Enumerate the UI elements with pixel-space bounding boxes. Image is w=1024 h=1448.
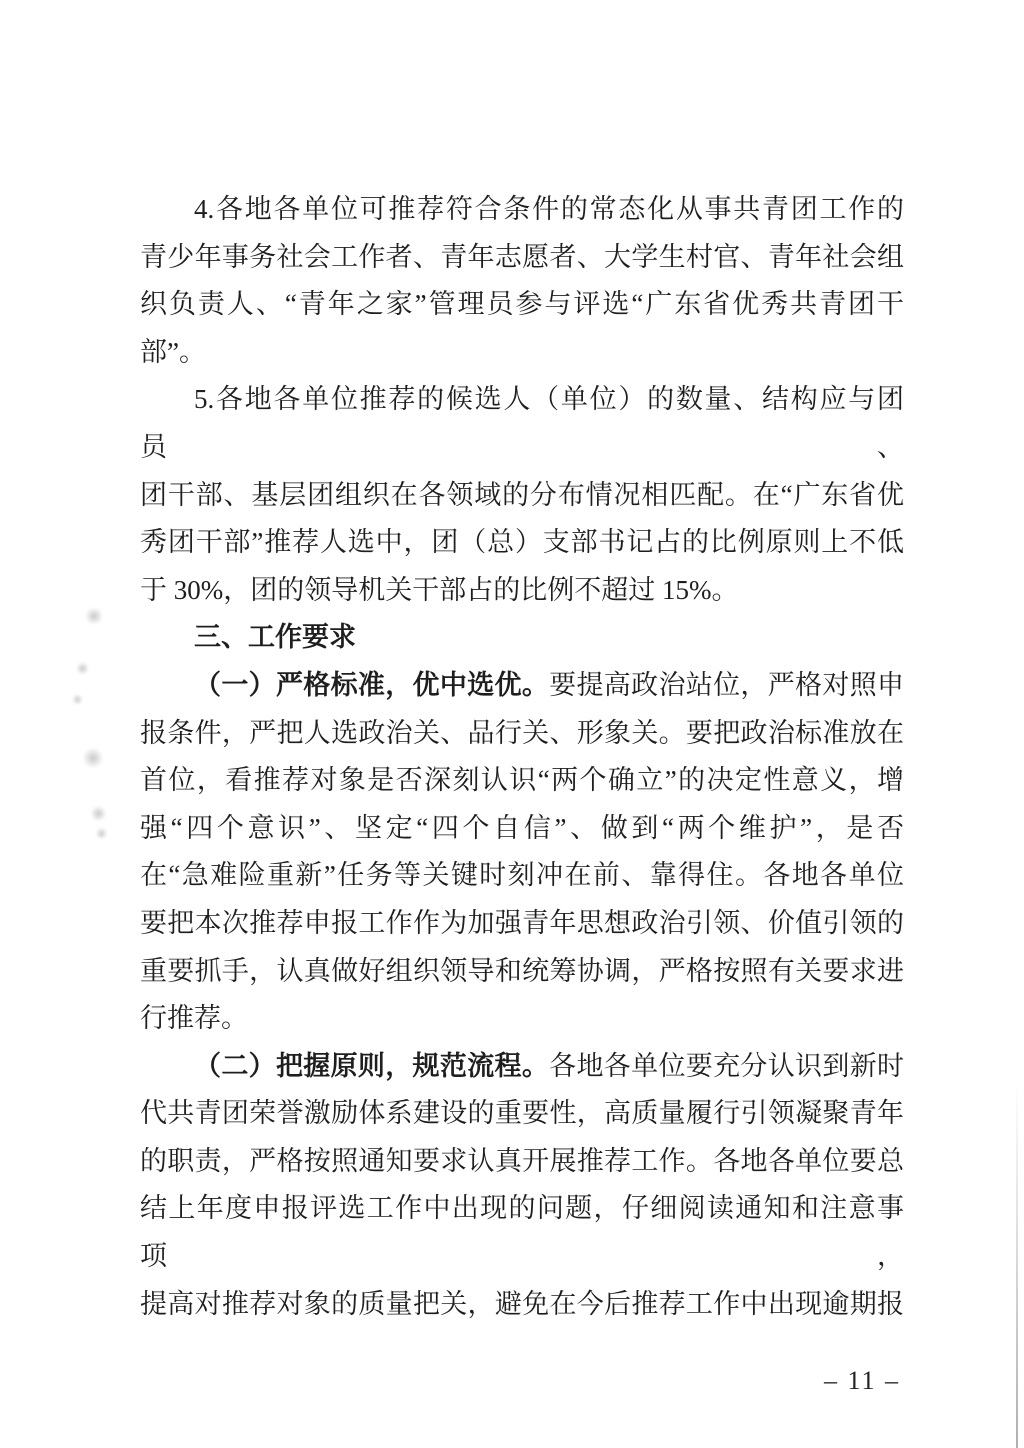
text-line xyxy=(140,662,904,710)
text-line: 代共青团荣誉激励体系建设的重要性，高质量履行引领凝聚青年 xyxy=(140,1098,904,1129)
text-line: 在“急难险重新”任务等关键时刻冲在前、靠得住。各地各单位 xyxy=(140,860,904,891)
scan-smudge xyxy=(76,662,89,675)
text-line: 强“四个意识”、坚定“四个自信”、做到“两个维护”，是否 xyxy=(140,812,904,843)
line-text: 各地各单位要充分认识到新时 xyxy=(549,1050,905,1081)
text-line: 重要抓手，认真做好组织领导和统筹协调，严格按照有关要求进 xyxy=(140,955,904,986)
text-line: 行推荐。 xyxy=(140,1003,248,1034)
text-line: 青少年事务社会工作者、青年志愿者、大学生村官、青年社会组 xyxy=(140,241,904,272)
text-line: 秀团干部”推荐人选中，团（总）支部书记占的比例原则上不低 xyxy=(140,527,904,558)
text-line: 织负责人、“青年之家”管理员参与评选“广东省优秀共青团干 xyxy=(140,289,904,320)
scan-smudge xyxy=(82,748,104,768)
text-line: 要把本次推荐申报工作作为加强青年思想政治引领、价值引领的 xyxy=(140,907,904,938)
scan-smudge xyxy=(84,608,104,624)
text-line: 5.各地各单位推荐的候选人（单位）的数量、结构应与团员、 xyxy=(140,384,904,462)
scan-smudge xyxy=(90,806,107,821)
text-line: 结上年度申报评选工作中出现的问题，仔细阅读通知和注意事项， xyxy=(140,1193,904,1272)
text-line: 的职责，严格按照通知要求认真开展推荐工作。各地各单位要总 xyxy=(140,1145,904,1176)
scan-smudge xyxy=(95,828,108,839)
scanner-edge-line xyxy=(1016,1080,1018,1448)
text-line: 首位，看推荐对象是否深刻认识“两个确立”的决定性意义，增 xyxy=(140,765,904,796)
document-body xyxy=(140,186,904,1328)
text-line: 部”。 xyxy=(140,336,206,367)
text-line: 4.各地各单位可推荐符合条件的常态化从事共青团工作的 xyxy=(194,194,904,224)
page-number: – 11 – xyxy=(823,1366,900,1395)
paragraph-lead: （二）把握原则，规范流程。 xyxy=(194,1050,550,1081)
paragraph-lead: （一）严格标准，优中选优。 xyxy=(194,669,550,700)
text-line: 报条件，严把人选政治关、品行关、形象关。要把政治标准放在 xyxy=(140,717,904,748)
text-line: 于 30%，团的领导机关干部占的比例不超过 15%。 xyxy=(140,574,739,605)
text-line: 团干部、基层团组织在各领域的分布情况相匹配。在“广东省优 xyxy=(140,479,904,510)
line-text: 要提高政治站位，严格对照申 xyxy=(549,669,905,700)
text-line xyxy=(140,1043,904,1091)
text-line: 提高对推荐对象的质量把关，避免在今后推荐工作中出现逾期报 xyxy=(140,1288,904,1319)
section-heading: 三、工作要求 xyxy=(194,622,356,653)
scan-smudge xyxy=(72,694,83,705)
